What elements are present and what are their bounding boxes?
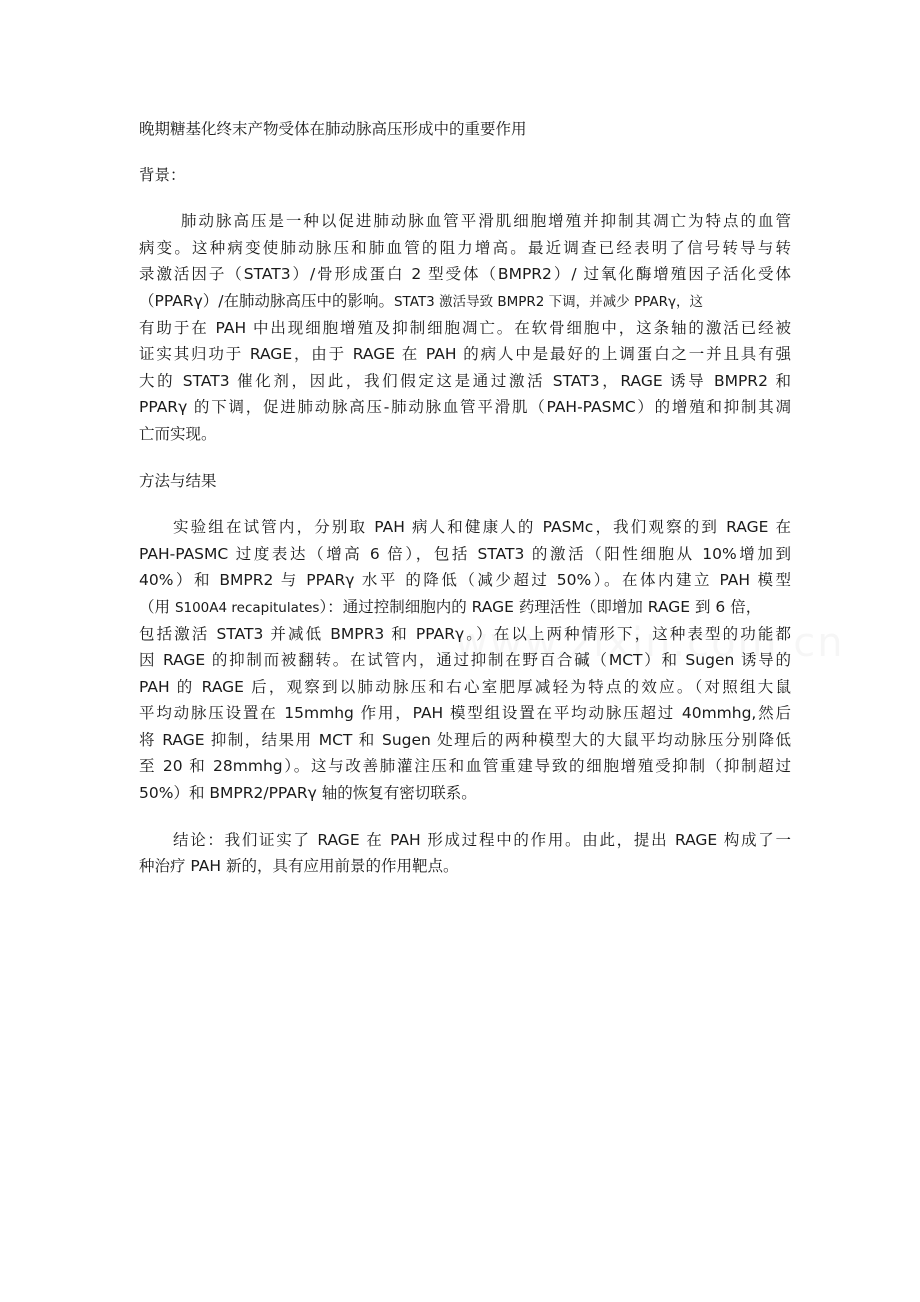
text-segment: （PPARγ）/在肺动脉高压中的影响。 (139, 291, 394, 310)
text-line: 50%）和 BMPR2/PPARγ 轴的恢复有密切联系。 (139, 784, 477, 803)
text-line: PAH-PASMC 过度表达（增高 6 倍），包括 STAT3 的激活（阳性细胞从 10%增加到 (139, 544, 791, 563)
text-line: 平均动脉压设置在 15mmhg 作用，PAH 模型组设置在平均动脉压超过 40mmhg,然后 (139, 704, 791, 723)
methods-heading: 方法与结果 (139, 471, 217, 490)
text-line: 病变。这种病变使肺动脉压和肺血管的阻力增高。最近调查已经表明了信号转导与转 (139, 238, 791, 257)
text-line: 种治疗 PAH 新的，具有应用前景的作用靶点。 (139, 857, 459, 876)
text-line: 结论：我们证实了 RAGE 在 PAH 形成过程中的作用。由此，提出 RAGE 构成了一 (173, 830, 791, 849)
document-title: 晚期糖基化终末产物受体在肺动脉高压形成中的重要作用 (139, 120, 527, 138)
text-line: 因 RAGE 的抑制而被翻转。在试管内，通过抑制在野百合碱（MCT）和 Sugen 诱导的 (139, 651, 791, 670)
document-body (139, 116, 791, 900)
conclusion-paragraph (139, 827, 791, 880)
text-line: 肺动脉高压是一种以促进肺动脉血管平滑肌细胞增殖并抑制其凋亡为特点的血管 (181, 212, 791, 231)
text-line: 大的 STAT3 催化剂，因此，我们假定这是通过激活 STAT3，RAGE 诱导 BMPR2 和 (139, 371, 791, 390)
text-line: PAH 的 RAGE 后，观察到以肺动脉压和右心室肥厚减轻为特点的效应。（对照组大鼠 (139, 677, 791, 696)
text-segment: ）：通过控制细胞内的 RAGE 药理活性（即增加 RAGE 到 6 倍， (319, 597, 762, 616)
text-line: 有助于在 PAH 中出现细胞增殖及抑制细胞凋亡。在软骨细胞中，这条轴的激活已经被 (139, 318, 791, 337)
text-line: 将 RAGE 抑制，结果用 MCT 和 Sugen 处理后的两种模型大的大鼠平均动脉压分别降低 (139, 730, 791, 749)
background-heading: 背景： (139, 165, 186, 184)
background-paragraph (139, 208, 791, 447)
text-segment: STAT3 激活导致 BMPR2 下调，并减少 PPARγ，这 (393, 293, 703, 310)
text-line: 录激活因子（STAT3）/骨形成蛋白 2 型受体（BMPR2）/ 过氧化酶增殖因子活化受体 (139, 265, 791, 284)
text-line: PPARγ 的下调，促进肺动脉高压-肺动脉血管平滑肌（PAH-PASMC）的增殖和抑制其凋 (139, 398, 791, 417)
text-line: 实验组在试管内，分别取 PAH 病人和健康人的 PASMc，我们观察的到 RAGE 在 (173, 518, 791, 537)
text-line (139, 288, 791, 315)
text-line: 包括激活 STAT3 并减低 BMPR3 和 PPARγ。）在以上两种情形下，这种表型的功能都 (139, 624, 791, 643)
text-line (139, 594, 791, 621)
text-segment: S100A4 recapitulates (174, 599, 320, 616)
text-line: 40%）和 BMPR2 与 PPARγ 水平 的降低（减少超过 50%）。在体内建立 PAH 模型 (139, 571, 791, 590)
text-segment: （用 (139, 597, 175, 616)
text-line: 至 20 和 28mmhg）。这与改善肺灌注压和血管重建导致的细胞增殖受抑制（抑制超过 (139, 757, 791, 776)
text-line: 证实其归功于 RAGE，由于 RAGE 在 PAH 的病人中是最好的上调蛋白之一并且具有强 (139, 345, 791, 364)
methods-paragraph (139, 514, 791, 807)
text-line: 亡而实现。 (139, 424, 217, 443)
